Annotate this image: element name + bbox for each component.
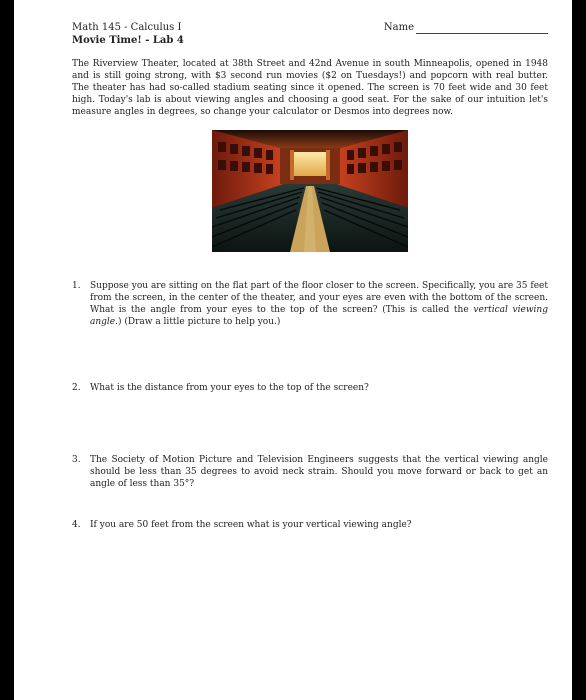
name-label: Name: [383, 22, 414, 33]
worksheet-content: [72, 22, 548, 531]
question-4: [72, 519, 548, 531]
question-1-text: [90, 280, 548, 328]
left-curtain: [290, 150, 294, 180]
right-curtain: [326, 150, 330, 180]
question-3-text: The Society of Motion Picture and Television Engineers suggests that the vertical viewing angle should be less than 35 degrees to avoid neck strain. Should you move forward or back to get an angle of less than 35°?: [90, 455, 548, 489]
question-3-number: 3.: [72, 455, 81, 465]
worksheet-page: [14, 0, 572, 700]
question-3: [72, 454, 548, 490]
question-1-text-after: ) (Draw a little picture to help you.): [118, 317, 281, 327]
question-4-text: If you are 50 feet from the screen what is your vertical viewing angle?: [90, 520, 412, 530]
question-2: [72, 382, 548, 394]
question-2-text: What is the distance from your eyes to the top of the screen?: [90, 383, 369, 393]
question-2-number: 2.: [72, 383, 81, 393]
lab-title: Movie Time! - Lab 4: [72, 35, 184, 46]
movie-screen: [294, 152, 326, 176]
name-field-group: [384, 22, 548, 34]
name-blank-line: [416, 23, 548, 34]
question-4-number: 4.: [72, 520, 81, 530]
question-1-number: 1.: [72, 281, 81, 291]
question-1: [72, 280, 548, 328]
theater-photo: [212, 130, 408, 252]
course-title: Math 145 - Calculus I: [72, 22, 182, 33]
header-row: [72, 22, 548, 34]
question-1-text-before: Suppose you are sitting on the flat part of the floor closer to the screen. Specifically, you are 35 feet from the screen, in the center of the theater, and your eyes are even with the bottom of the screen. What is the angle from your eyes to the top of the screen? (This is called the: [90, 281, 548, 315]
question-1-emphasis: vertical viewing angle.: [90, 305, 548, 327]
intro-paragraph: The Riverview Theater, located at 38th Street and 42nd Avenue in south Minneapolis, opened in 1948 and is still going strong, with $3 second run movies ($2 on Tuesdays!) and popcorn with real butter. The theater has had so-called stadium seating since it opened. The screen is 70 feet wide and 30 feet high. Today's lab is about viewing angles and choosing a good seat. For the sake of our intuition let's measure angles in degrees, so change your calculator or Desmos into degrees now.: [72, 59, 548, 117]
theater-photo-illustration: [212, 130, 408, 252]
